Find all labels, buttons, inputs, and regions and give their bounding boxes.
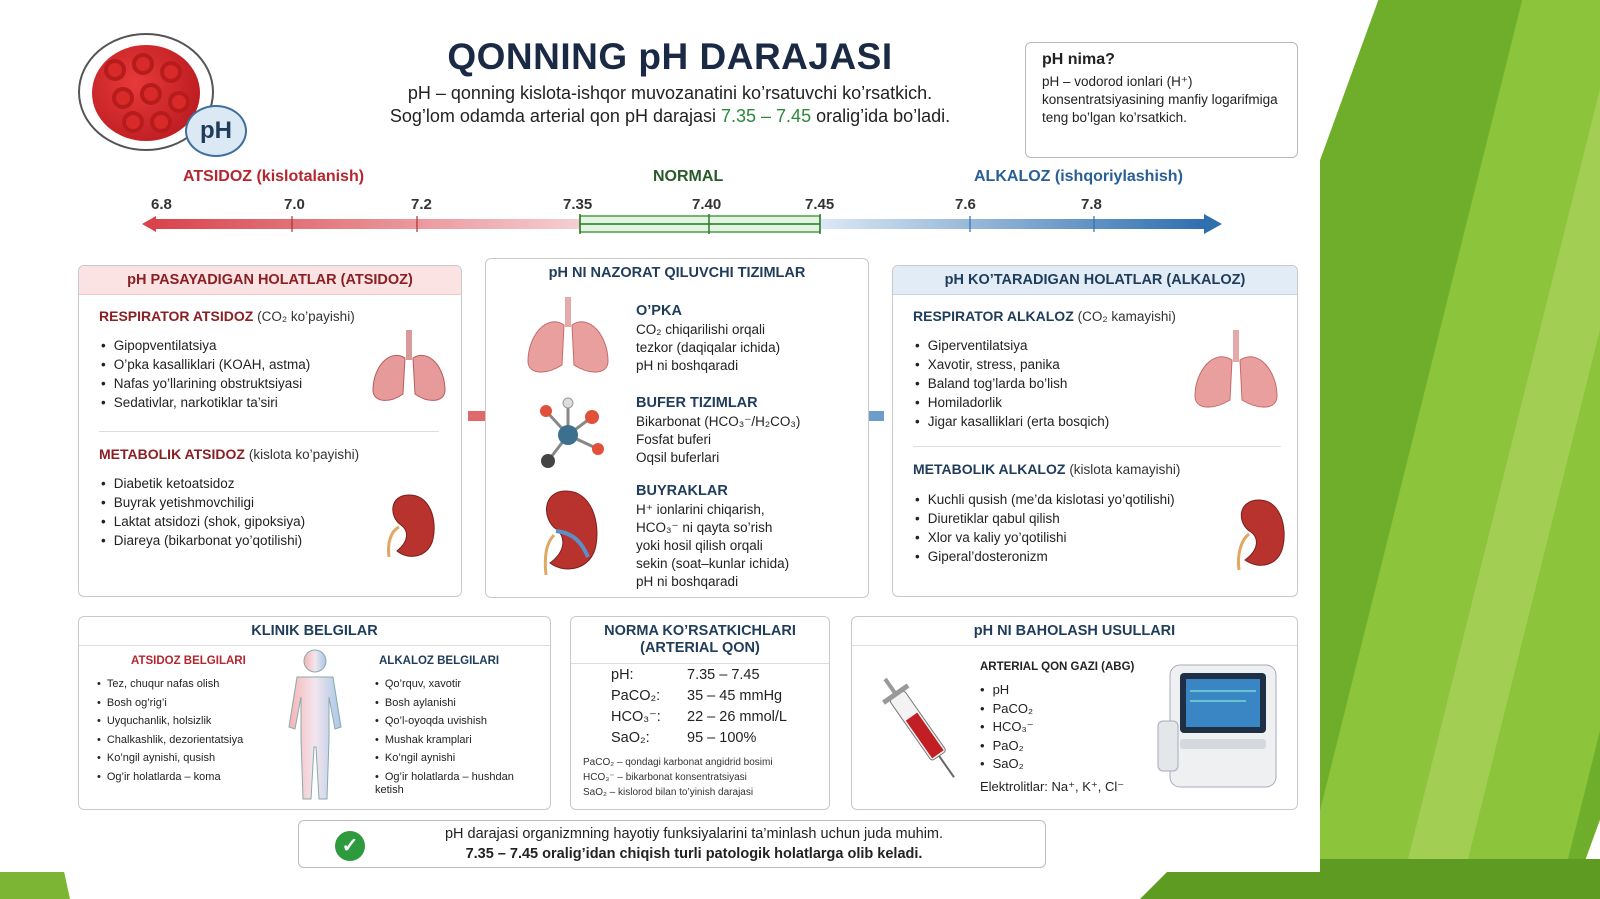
ph-definition-box xyxy=(1025,42,1298,158)
subtitle-line-1: pH – qonning kislota-ishqor muvozanatini ko’rsatuvchi ko’rsatkich. xyxy=(407,83,933,103)
respiratory-acidosis-list xyxy=(101,336,310,412)
methods-panel xyxy=(851,616,1298,810)
alkalosis-panel xyxy=(892,265,1298,597)
list-item: • Baland tog’larda bo’lish xyxy=(915,374,1109,393)
list-item: • Tez, chuqur nafas olish xyxy=(97,675,243,694)
norms-legend: PaCO₂ – qondagi karbonat angidrid bosimi HCO₃⁻ – bikarbonat konsentratsiyasi SaO₂ – kislorod bilan to’yinish darajasi xyxy=(583,757,773,798)
molecule-icon xyxy=(528,397,608,471)
list-item: • Qo’rquv, xavotir xyxy=(375,675,545,694)
list-item: • Xavotir, stress, panika xyxy=(915,355,1109,374)
alkalosis-signs-list xyxy=(375,675,545,797)
kidney-icon xyxy=(530,487,602,577)
acidosis-signs-list xyxy=(97,675,243,786)
list-item: • Buyrak yetishmovchiligi xyxy=(101,493,305,512)
footer-line-2: 7.35 – 7.45 oralig’idan chiqish turli patologik holatlarga olib keladi. xyxy=(465,846,923,862)
lung-system-text: CO₂ chiqarilishi orqali tezkor (daqiqalar ichida) pH ni boshqaradi xyxy=(636,322,781,373)
checkmark-icon: ✓ xyxy=(335,831,365,861)
list-item: • Homiladorlik xyxy=(915,393,1109,412)
acidosis-panel-heading: pH PASAYADIGAN HOLATLAR (ATSIDOZ) xyxy=(79,266,461,295)
metabolic-acidosis-list xyxy=(101,474,305,550)
blood-cells-icon xyxy=(92,45,200,141)
ph-badge: pH xyxy=(185,105,247,157)
list-item: • O’pka kasalliklari (KOAH, astma) xyxy=(101,355,310,374)
buffer-system-text: Bikarbonat (HCO₃⁻/H₂CO₃) Fosfat buferi Oqsil buferlari xyxy=(636,414,801,465)
list-item: • Og’ir holatlarda – hushdan ketish xyxy=(375,771,545,797)
list-item: • Qo’l-oyoqda uvishish xyxy=(375,712,545,731)
blood-gas-analyzer-icon xyxy=(1156,661,1282,791)
list-item: • Og’ir holatlarda – koma xyxy=(97,768,243,787)
metabolic-alkalosis-title: METABOLIK ALKALOZ (kislota kamayishi) xyxy=(913,461,1181,477)
list-item: • Chalkashlik, dezorientatsiya xyxy=(97,731,243,750)
kidney-system-text: H⁺ ionlarini chiqarish, HCO₃⁻ ni qayta so’rish yoki hosil qilish orqali sekin (soat–kunlar ichida) pH ni boshqaradi xyxy=(636,502,790,589)
regulation-panel-heading: pH NI NAZORAT QILUVCHI TIZIMLAR xyxy=(548,265,806,281)
list-item: • pH xyxy=(980,681,1034,700)
human-body-icon xyxy=(275,647,355,807)
acidosis-label: ATSIDOZ (kislotalanish) xyxy=(183,168,365,185)
list-item: • Sedativlar, narkotiklar ta’siri xyxy=(101,393,310,412)
subtitle-line-2: Sog’lom odamda arterial qon pH darajasi 7.35 – 7.45 oralig’ida bo’ladi. xyxy=(389,106,951,126)
kidney-system-title: BUYRAKLAR xyxy=(636,483,728,499)
methods-heading: pH NI BAHOLASH USULLARI xyxy=(852,617,1297,646)
acidosis-signs-title: ATSIDOZ BELGILARI xyxy=(131,655,246,667)
list-item: • PaO₂ xyxy=(980,737,1034,756)
tick-label: 7.0 xyxy=(284,196,305,213)
metabolic-alkalosis-list xyxy=(915,490,1175,566)
tick-label: 7.35 xyxy=(563,196,593,213)
tick-label: 7.2 xyxy=(411,196,432,213)
kidney-icon xyxy=(379,491,439,561)
syringe-icon xyxy=(878,673,968,793)
list-item: • HCO₃⁻ xyxy=(980,718,1034,737)
alkalosis-panel-heading: pH KO’TARADIGAN HOLATLAR (ALKALOZ) xyxy=(893,266,1297,295)
list-item: • Bosh og’rig’i xyxy=(97,694,243,713)
tick-label: 7.45 xyxy=(805,196,835,213)
list-item: • Giperventilatsiya xyxy=(915,336,1109,355)
list-item: • Uyquchanlik, holsizlik xyxy=(97,712,243,731)
normal-label: NORMAL xyxy=(653,168,724,185)
alkalosis-signs-title: ALKALOZ BELGILARI xyxy=(379,655,500,667)
list-item: • Xlor va kaliy yo’qotilishi xyxy=(915,528,1175,547)
list-item: • Diabetik ketoatsidoz xyxy=(101,474,305,493)
list-item: • Diuretiklar qabul qilish xyxy=(915,509,1175,528)
list-item: • Nafas yo’llarining obstruktsiyasi xyxy=(101,374,310,393)
ph-scale-bar xyxy=(142,214,1222,234)
blood-ph-logo xyxy=(78,33,232,151)
list-item: • Giperal’dosteronizm xyxy=(915,547,1175,566)
clinical-signs-panel xyxy=(78,616,551,810)
list-item: • Bosh aylanishi xyxy=(375,694,545,713)
list-item: • Ko’ngil aynishi, qusish xyxy=(97,749,243,768)
list-item: • Mushak kramplari xyxy=(375,731,545,750)
buffer-system-title: BUFER TIZIMLAR xyxy=(636,395,758,411)
summary-footer xyxy=(298,820,1046,868)
clinical-signs-heading: KLINIK BELGILAR xyxy=(79,617,550,646)
tick-label: 7.8 xyxy=(1081,196,1102,213)
tick-label: 6.8 xyxy=(151,196,172,213)
list-item: • SaO₂ xyxy=(980,755,1034,774)
footer-line-1: pH darajasi organizmning hayotiy funksiyalarini ta’minlash uchun juda muhim. xyxy=(444,826,944,842)
list-item: • Ko’ngil aynishi xyxy=(375,749,545,768)
tick-label: 7.40 xyxy=(692,196,722,213)
tick-label: 7.6 xyxy=(955,196,976,213)
kidney-icon xyxy=(1227,496,1289,572)
list-item: • Gipopventilatsiya xyxy=(101,336,310,355)
list-item: • PaCO₂ xyxy=(980,700,1034,719)
list-item: • Jigar kasalliklari (erta bosqich) xyxy=(915,412,1109,431)
normal-range-highlight: 7.35 – 7.45 xyxy=(721,106,812,126)
lung-system-title: O’PKA xyxy=(636,303,682,319)
list-item: • Diareya (bikarbonat yo’qotilishi) xyxy=(101,531,305,550)
page-subtitle xyxy=(290,82,1050,128)
respiratory-alkalosis-title: RESPIRATOR ALKALOZ (CO₂ kamayishi) xyxy=(913,308,1176,324)
ph-definition-heading: pH nima? xyxy=(1042,51,1115,68)
lungs-icon xyxy=(1191,328,1281,414)
respiratory-acidosis-title: RESPIRATOR ATSIDOZ (CO₂ ko’payishi) xyxy=(99,308,355,324)
lungs-icon xyxy=(524,295,612,379)
abg-title: ARTERIAL QON GAZI (ABG) xyxy=(980,661,1135,673)
respiratory-alkalosis-list xyxy=(915,336,1109,431)
ph-definition-text: pH – vodorod ionlari (H⁺) konsentratsiyasining manfiy logarifmiga teng bo’lgan ko’rsatkich. xyxy=(1042,74,1278,125)
lungs-icon xyxy=(369,328,449,408)
norms-panel: NORMA KO’RSATKICHLARI (ARTERIAL QON) pH: 7.35 – 7.45 PaCO₂: 35 – 45 mmHg HCO₃⁻: 22 – 26 mmol/L SaO₂: 95 – 100% PaCO₂ – qondagi karbonat angidrid bosimi HCO₃⁻ – bikarbonat konsentratsiyasi SaO₂ – kislorod bilan to’yinish darajasi xyxy=(570,616,830,810)
electrolytes-text: Elektrolitlar: Na⁺, K⁺, Cl⁻ xyxy=(980,779,1125,794)
alkalosis-label: ALKALOZ (ishqoriylashish) xyxy=(974,168,1183,185)
list-item: • Laktat atsidozi (shok, gipoksiya) xyxy=(101,512,305,531)
page-title: QONNING pH DARAJASI xyxy=(447,36,893,77)
acidosis-panel xyxy=(78,265,462,597)
norms-heading: NORMA KO’RSATKICHLARI (ARTERIAL QON) xyxy=(571,617,829,664)
list-item: • Kuchli qusish (me’da kislotasi yo’qotilishi) xyxy=(915,490,1175,509)
regulation-systems-panel xyxy=(485,258,869,598)
metabolic-acidosis-title: METABOLIK ATSIDOZ (kislota ko’payishi) xyxy=(99,446,360,462)
abg-list xyxy=(980,681,1034,774)
